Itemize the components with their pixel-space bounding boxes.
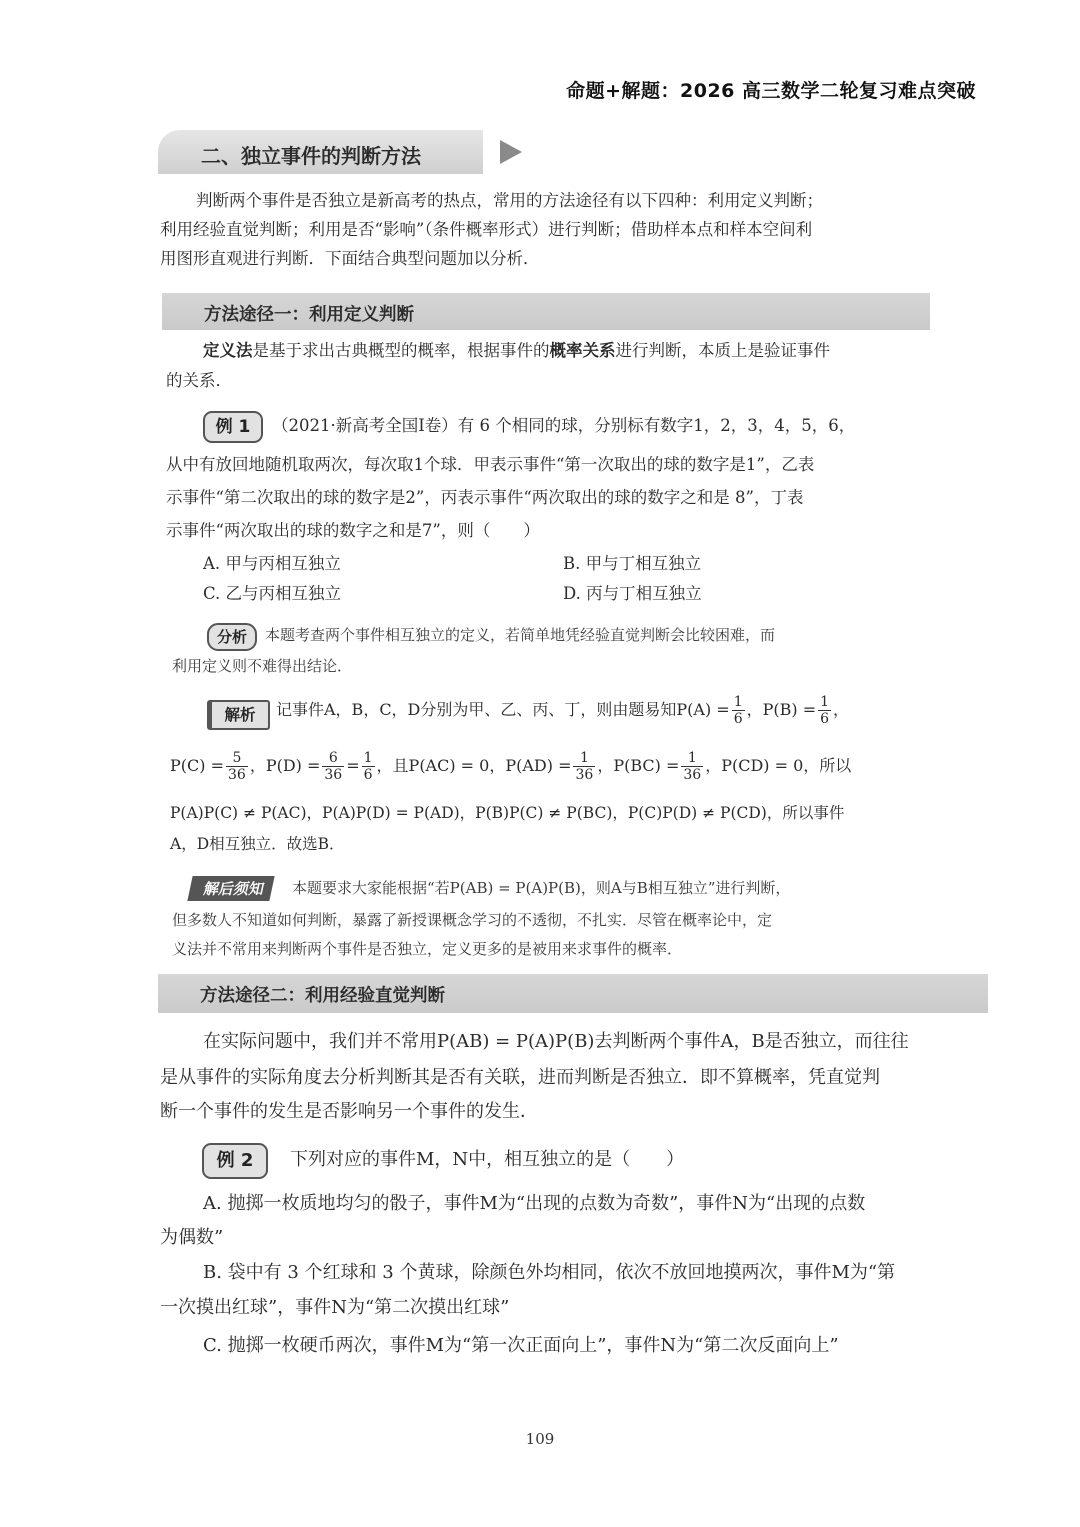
- example-1-line-1: （2021·新高考全国Ⅰ卷）有 6 个相同的球，分别标有数字1，2，3，4，5，6，: [272, 416, 856, 435]
- method-2-line-3: 断一个事件的发生是否影响另一个事件的发生．: [160, 1101, 538, 1122]
- example-1-line-2: 从中有放回地随机取两次，每次取1个球．甲表示事件“第一次取出的球的数字是1”，乙表: [166, 455, 815, 474]
- tips-tag-wrapper: [190, 876, 272, 901]
- fraction-pd-simplified: [362, 750, 375, 783]
- solution-line-2-pd: ，P(D) =: [249, 756, 321, 775]
- example-2-tag: 例 2: [202, 1143, 268, 1179]
- solution-line-4: A，D相互独立．故选B．: [170, 835, 345, 853]
- fraction-pc-denominator: 36: [227, 767, 246, 783]
- fraction-pbc-denominator: 36: [683, 767, 702, 783]
- intro-line-1: 判断两个事件是否独立是新高考的热点，常用的方法途径有以下四种：利用定义判断；: [196, 191, 823, 210]
- tips-line-3: 义法并不常用来判断两个事件是否独立，定义更多的是被用来求事件的概率．: [172, 940, 683, 958]
- play-arrow-icon: [500, 140, 522, 164]
- probability-relation-term: 概率关系: [549, 341, 616, 360]
- fraction-pb-denominator: 6: [820, 711, 830, 727]
- method-1-bar: [162, 293, 930, 330]
- fraction-pd2-numerator: 1: [363, 750, 373, 766]
- example-2-option-a-line-1: A. 抛掷一枚质地均匀的骰子，事件M为“出现的点数为奇数”，事件N为“出现的点数: [203, 1193, 866, 1214]
- fraction-pd-denominator: 36: [324, 767, 343, 783]
- page-number: 109: [525, 1430, 555, 1448]
- solution-line-1-mid: ，P(B) =: [746, 700, 817, 719]
- fraction-pbc-numerator: 1: [681, 750, 703, 767]
- example-1-tag: 例 1: [203, 411, 263, 443]
- fraction-pd2-denominator: 6: [363, 767, 373, 783]
- method-1-desc-part1: 是基于求出古典概型的概率，根据事件的: [252, 341, 550, 360]
- method-2-line-2: 是从事件的实际角度去分析判断其是否有关联，进而判断是否独立．即不算概率，凭直觉判: [160, 1067, 880, 1088]
- fraction-pd-numerator: 6: [322, 750, 344, 767]
- solution-line-3: P(A)P(C) ≠ P(AC)，P(A)P(D) = P(AD)，P(B)P(C) ≠ P(BC)，P(C)P(D) ≠ P(CD)，所以事件: [170, 804, 845, 822]
- solution-tag: 解析: [207, 700, 270, 730]
- example-1-option-c: C. 乙与丙相互独立: [203, 584, 342, 603]
- solution-line-2-pbc: ，P(BC) =: [597, 756, 680, 775]
- fraction-pa-denominator: 6: [733, 711, 743, 727]
- example-2-option-b-line-2: 一次摸出红球”，事件N为“第二次摸出红球”: [160, 1297, 510, 1318]
- example-2-option-c: C. 抛掷一枚硬币两次，事件M为“第一次正面向上”，事件N为“第二次反面向上”: [203, 1335, 839, 1356]
- fraction-pad-denominator: 36: [575, 767, 594, 783]
- intro-line-3: 用图形直观进行判断．下面结合典型问题加以分析．: [160, 249, 540, 268]
- solution-line-1-end: ，: [833, 700, 850, 719]
- method-2-title: 方法途径二：利用经验直觉判断: [200, 986, 445, 1006]
- example-1-option-a: A. 甲与丙相互独立: [203, 554, 341, 573]
- fraction-pc: [226, 750, 248, 783]
- solution-line-2-eq: =: [346, 756, 360, 775]
- fraction-pbc: [681, 750, 703, 783]
- fraction-pb: [818, 694, 831, 727]
- fraction-pa: [732, 694, 745, 727]
- method-2-bar: [158, 974, 988, 1013]
- fraction-pad-numerator: 1: [573, 750, 595, 767]
- solution-line-2-end: ，P(CD) = 0，所以: [705, 756, 852, 775]
- fraction-pa-numerator: 1: [733, 694, 743, 710]
- example-1-option-b: B. 甲与丁相互独立: [563, 554, 702, 573]
- fraction-pd: [322, 750, 344, 783]
- solution-line-1-text: 记事件A，B，C，D分别为甲、乙、丙、丁，则由题易知P(A) =: [276, 700, 730, 719]
- solution-line-1: [276, 694, 849, 727]
- example-1-option-d: D. 丙与丁相互独立: [563, 584, 702, 603]
- method-1-desc-part2: 进行判断，本质上是验证事件: [615, 341, 830, 360]
- section-title: 二、独立事件的判断方法: [201, 144, 421, 168]
- example-2-stem: 下列对应的事件M，N中，相互独立的是（ ）: [290, 1149, 685, 1170]
- definition-method-term: 定义法: [203, 341, 253, 360]
- section-banner: [158, 130, 483, 174]
- fraction-pc-numerator: 5: [226, 750, 248, 767]
- tips-line-1: 本题要求大家能根据“若P(AB) = P(A)P(B)，则A与B相互独立”进行判断，: [292, 879, 791, 897]
- solution-line-2-pac: ，且P(AC) = 0，P(AD) =: [376, 756, 572, 775]
- fraction-pad: [573, 750, 595, 783]
- analysis-tag: 分析: [207, 623, 257, 651]
- example-2-option-a-line-2: 为偶数”: [160, 1227, 224, 1248]
- running-header: 命题+解题：2026 高三数学二轮复习难点突破: [566, 80, 976, 102]
- method-1-title: 方法途径一：利用定义判断: [204, 305, 414, 325]
- method-1-desc-line2: 的关系．: [166, 371, 232, 390]
- example-1-line-4: 示事件“两次取出的球的数字之和是7”，则（ ）: [166, 521, 540, 540]
- method-2-line-1: 在实际问题中，我们并不常用P(AB) = P(A)P(B)去判断两个事件A，B是否独立，而往往: [203, 1031, 909, 1052]
- example-2-option-b-line-1: B. 袋中有 3 个红球和 3 个黄球，除颜色外均相同，依次不放回地摸两次，事件M为“第: [203, 1262, 896, 1283]
- example-1-line-3: 示事件“第二次取出的球的数字是2”，丙表示事件“两次取出的球的数字之和是 8”，丁表: [166, 488, 804, 507]
- intro-line-2: 利用经验直觉判断；利用是否“影响”（条件概率形式）进行判断；借助样本点和样本空间利: [160, 220, 813, 239]
- analysis-line-1: 本题考查两个事件相互独立的定义，若简单地凭经验直觉判断会比较困难，而: [265, 626, 776, 644]
- method-1-desc: [203, 335, 830, 366]
- solution-line-2-pc: P(C) =: [170, 756, 224, 775]
- analysis-line-2: 利用定义则不难得出结论．: [172, 657, 353, 675]
- fraction-pb-numerator: 1: [820, 694, 830, 710]
- tips-line-2: 但多数人不知道如何判断，暴露了新授课概念学习的不透彻，不扎实．尽管在概率论中，定: [172, 911, 773, 929]
- tips-tag: 解后须知: [187, 876, 274, 901]
- solution-line-2: [170, 750, 851, 783]
